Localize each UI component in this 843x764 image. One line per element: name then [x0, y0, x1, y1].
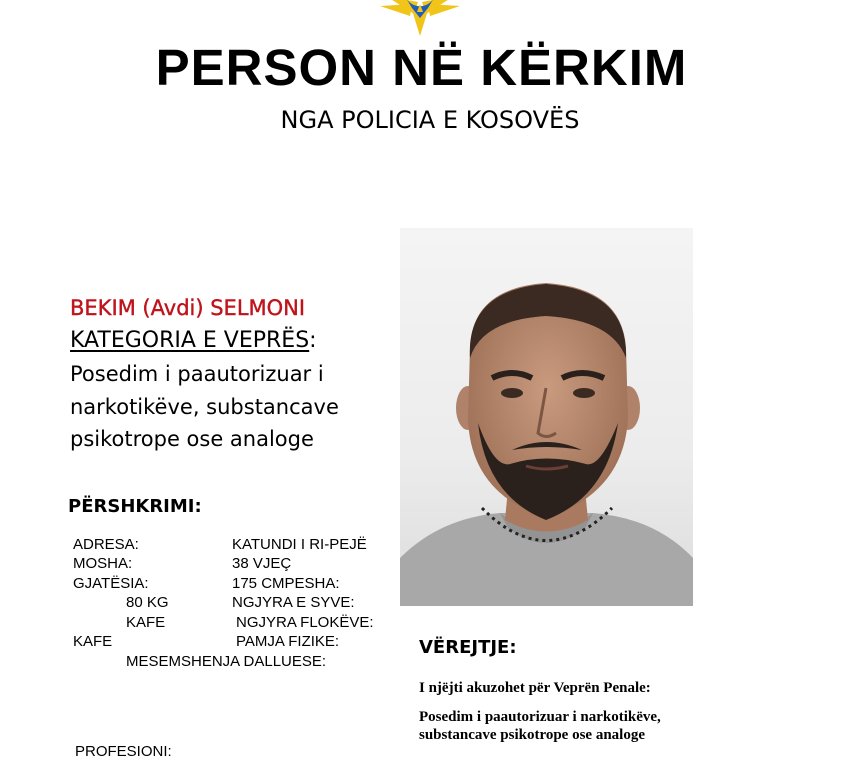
- person-portrait: [400, 228, 693, 606]
- hair-value: KAFE: [73, 633, 113, 650]
- weight-value: 80 KG: [126, 594, 169, 611]
- marks-label: MESEMSHENJA DALLUESE:: [126, 653, 327, 670]
- appearance-label: PAMJA FIZIKE:: [236, 633, 340, 650]
- height-weight-label: 175 CMPESHA:: [232, 575, 340, 592]
- age-value: 38 VJEÇ: [232, 555, 292, 572]
- page-subtitle: NGA POLICIA E KOSOVËS: [280, 106, 580, 134]
- category-line: [70, 326, 317, 356]
- address-value: KATUNDI I RI-PEJË: [232, 536, 367, 553]
- notes-line-1: I njëjti akuzohet për Veprën Penale:: [419, 680, 651, 696]
- address-label: ADRESA:: [73, 536, 139, 553]
- height-label: GJATËSIA:: [73, 575, 149, 592]
- page-title: PERSON NË KËRKIM: [155, 39, 688, 96]
- profession-label: PROFESIONI:: [75, 743, 172, 760]
- notes-line-3: substancave psikotrope ose analoge: [419, 727, 645, 743]
- offence-text: Posedim i paautorizuar i narkotikëve, substancave psikotrope ose analoge: [70, 362, 339, 451]
- description-heading: PËRSHKRIMI:: [68, 496, 202, 517]
- category-label: KATEGORIA E VEPRËS: [70, 328, 310, 353]
- eye-value: KAFE: [126, 614, 166, 631]
- police-star-icon: [372, 0, 468, 36]
- person-name: BEKIM (Avdi) SELMONI: [70, 296, 306, 320]
- age-label: MOSHA:: [73, 555, 133, 572]
- hair-label: NGJYRA FLOKËVE:: [236, 614, 374, 631]
- eye-label: NGJYRA E SYVE:: [232, 594, 355, 611]
- notes-heading: VËREJTJE:: [419, 637, 517, 658]
- notes-line-2: Posedim i paautorizuar i narkotikëve,: [419, 709, 661, 725]
- category-colon: :: [309, 328, 317, 353]
